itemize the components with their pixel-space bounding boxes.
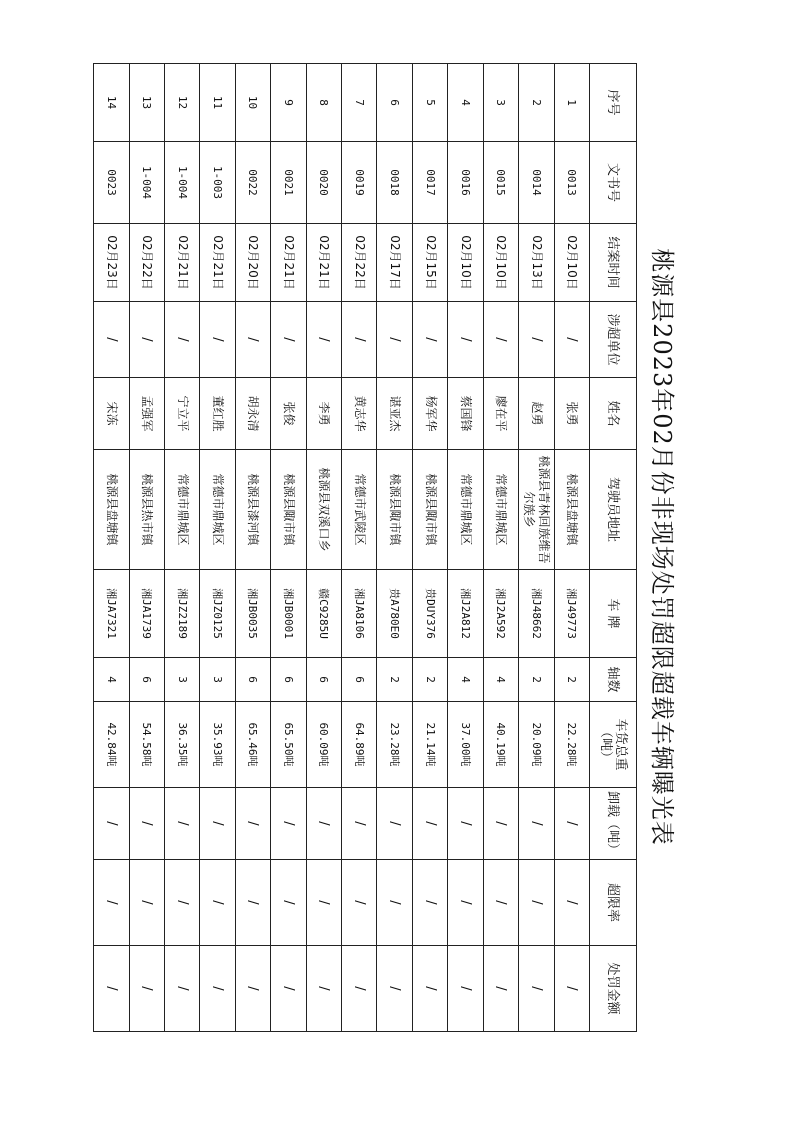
cell-unit: / [554,302,589,378]
col-header-axles: 轴数 [590,658,637,702]
cell-index: 3 [483,64,518,142]
cell-unload: / [129,788,164,860]
col-header-overload-rate: 超限率 [590,860,637,946]
cell-unit: / [483,302,518,378]
cell-index: 14 [94,64,130,142]
cell-fine: / [271,946,306,1032]
cell-doc-no: 0021 [271,142,306,224]
cell-plate: 湘J2A592 [483,570,518,658]
cell-gross-weight: 40.19吨 [483,702,518,788]
col-header-gross-weight: 车货总重（吨） [590,702,637,788]
cell-fine: / [200,946,235,1032]
cell-address: 桃源县陬市镇 [377,450,412,570]
cell-name: 赵勇 [519,378,554,450]
cell-gross-weight: 36.35吨 [164,702,199,788]
cell-plate: 贵DUY376 [412,570,447,658]
cell-address: 桃源县青林回族维吾尔族乡 [519,450,554,570]
table-row [271,64,306,1032]
cell-axles: 6 [129,658,164,702]
cell-unload: / [554,788,589,860]
col-header-unit: 涉超单位 [590,302,637,378]
table-row [554,64,589,1032]
table-header-row [590,64,637,1032]
cell-doc-no: 0018 [377,142,412,224]
table-row [200,64,235,1032]
cell-overload-rate: / [448,860,483,946]
cell-index: 7 [342,64,377,142]
cell-doc-no: 1-004 [164,142,199,224]
cell-axles: 3 [200,658,235,702]
cell-plate: 湘J48662 [519,570,554,658]
cell-index: 5 [412,64,447,142]
cell-close-date: 02月22日 [342,224,377,302]
table-row [483,64,518,1032]
cell-unit: / [448,302,483,378]
cell-fine: / [519,946,554,1032]
cell-close-date: 02月10日 [448,224,483,302]
cell-address: 常德市鼎城区 [200,450,235,570]
cell-name: 宋冻 [94,378,130,450]
cell-gross-weight: 21.14吨 [412,702,447,788]
cell-axles: 2 [554,658,589,702]
cell-overload-rate: / [200,860,235,946]
cell-unit: / [129,302,164,378]
cell-plate: 湘JB0001 [271,570,306,658]
col-header-name: 姓名 [590,378,637,450]
cell-address: 常德市鼎城区 [164,450,199,570]
cell-close-date: 02月17日 [377,224,412,302]
cell-overload-rate: / [412,860,447,946]
cell-axles: 2 [519,658,554,702]
cell-name: 张勇 [554,378,589,450]
cell-gross-weight: 20.09吨 [519,702,554,788]
cell-plate: 湘J49773 [554,570,589,658]
cell-index: 1 [554,64,589,142]
cell-unit: / [94,302,130,378]
cell-overload-rate: / [483,860,518,946]
cell-index: 10 [235,64,270,142]
cell-unload: / [235,788,270,860]
cell-gross-weight: 60.09吨 [306,702,341,788]
cell-axles: 4 [94,658,130,702]
table-row [377,64,412,1032]
cell-doc-no: 0014 [519,142,554,224]
cell-close-date: 02月21日 [306,224,341,302]
cell-name: 黄志华 [342,378,377,450]
cell-plate: 湘JB0035 [235,570,270,658]
col-header-fine: 处罚金额 [590,946,637,1032]
cell-gross-weight: 64.89吨 [342,702,377,788]
cell-unit: / [271,302,306,378]
cell-overload-rate: / [129,860,164,946]
cell-axles: 2 [377,658,412,702]
col-header-close-date: 结案时间 [590,224,637,302]
cell-axles: 4 [448,658,483,702]
cell-plate: 湘JA8106 [342,570,377,658]
cell-unload: / [342,788,377,860]
cell-overload-rate: / [342,860,377,946]
table-row [235,64,270,1032]
cell-fine: / [235,946,270,1032]
col-header-index: 序号 [590,64,637,142]
cell-name: 孟强军 [129,378,164,450]
cell-doc-no: 0013 [554,142,589,224]
cell-axles: 6 [342,658,377,702]
cell-unit: / [200,302,235,378]
table-row [519,64,554,1032]
cell-address: 桃源县热市镇 [129,450,164,570]
page-title: 桃源县2023年02月份非现场处罚超限超载车辆曝光表 [648,248,677,846]
cell-unit: / [235,302,270,378]
cell-plate: 湘JZ0125 [200,570,235,658]
cell-overload-rate: / [164,860,199,946]
cell-fine: / [129,946,164,1032]
cell-gross-weight: 54.58吨 [129,702,164,788]
cell-address: 桃源县盘塘镇 [554,450,589,570]
cell-doc-no: 0016 [448,142,483,224]
cell-unload: / [483,788,518,860]
cell-address: 桃源县陬市镇 [412,450,447,570]
cell-axles: 6 [235,658,270,702]
cell-overload-rate: / [519,860,554,946]
cell-fine: / [342,946,377,1032]
cell-doc-no: 1-004 [129,142,164,224]
cell-plate: 湘J2A812 [448,570,483,658]
cell-unload: / [164,788,199,860]
cell-gross-weight: 37.00吨 [448,702,483,788]
cell-unload: / [94,788,130,860]
cell-close-date: 02月21日 [164,224,199,302]
cell-name: 杨军华 [412,378,447,450]
cell-index: 13 [129,64,164,142]
cell-axles: 6 [306,658,341,702]
table-row [129,64,164,1032]
cell-plate: 湘JZ2189 [164,570,199,658]
table-row [412,64,447,1032]
cell-name: 蔡国锋 [448,378,483,450]
cell-doc-no: 0022 [235,142,270,224]
cell-overload-rate: / [377,860,412,946]
col-header-unload: 卸载（吨） [590,788,637,860]
cell-unload: / [271,788,306,860]
cell-plate: 湘JA1739 [129,570,164,658]
cell-fine: / [448,946,483,1032]
cell-plate: 贵A780E0 [377,570,412,658]
cell-unit: / [519,302,554,378]
cell-plate: 赣C9285U [306,570,341,658]
cell-doc-no: 0023 [94,142,130,224]
cell-unload: / [519,788,554,860]
cell-close-date: 02月21日 [271,224,306,302]
cell-unload: / [448,788,483,860]
exposure-table [93,63,637,1032]
cell-overload-rate: / [554,860,589,946]
cell-close-date: 02月15日 [412,224,447,302]
cell-index: 9 [271,64,306,142]
cell-overload-rate: / [94,860,130,946]
cell-doc-no: 1-003 [200,142,235,224]
cell-unit: / [377,302,412,378]
cell-axles: 4 [483,658,518,702]
col-header-doc-no: 文书号 [590,142,637,224]
cell-unit: / [306,302,341,378]
cell-fine: / [164,946,199,1032]
cell-doc-no: 0015 [483,142,518,224]
cell-close-date: 02月20日 [235,224,270,302]
cell-fine: / [377,946,412,1032]
cell-address: 桃源县陬市镇 [271,450,306,570]
cell-address: 常德市鼎城区 [448,450,483,570]
cell-name: 李勇 [306,378,341,450]
cell-name: 张俊 [271,378,306,450]
rotated-page [93,63,693,1031]
cell-fine: / [412,946,447,1032]
cell-index: 11 [200,64,235,142]
cell-gross-weight: 65.50吨 [271,702,306,788]
cell-fine: / [554,946,589,1032]
cell-fine: / [94,946,130,1032]
cell-name: 宁立平 [164,378,199,450]
cell-index: 2 [519,64,554,142]
cell-gross-weight: 35.93吨 [200,702,235,788]
cell-name: 谌亚杰 [377,378,412,450]
cell-unload: / [377,788,412,860]
cell-name: 胡永清 [235,378,270,450]
cell-index: 4 [448,64,483,142]
cell-name: 廖在平 [483,378,518,450]
table-row [164,64,199,1032]
cell-axles: 6 [271,658,306,702]
cell-gross-weight: 22.28吨 [554,702,589,788]
cell-overload-rate: / [235,860,270,946]
cell-unload: / [200,788,235,860]
cell-unit: / [164,302,199,378]
cell-overload-rate: / [306,860,341,946]
col-header-plate: 车 牌 [590,570,637,658]
cell-doc-no: 0020 [306,142,341,224]
cell-fine: / [306,946,341,1032]
cell-close-date: 02月23日 [94,224,130,302]
cell-unload: / [306,788,341,860]
cell-unload: / [412,788,447,860]
cell-close-date: 02月13日 [519,224,554,302]
cell-close-date: 02月10日 [554,224,589,302]
cell-doc-no: 0019 [342,142,377,224]
cell-fine: / [483,946,518,1032]
cell-name: 董红胜 [200,378,235,450]
cell-address: 桃源县双溪口乡 [306,450,341,570]
cell-overload-rate: / [271,860,306,946]
table-row [94,64,130,1032]
cell-gross-weight: 42.84吨 [94,702,130,788]
cell-axles: 3 [164,658,199,702]
cell-close-date: 02月10日 [483,224,518,302]
table-row [448,64,483,1032]
col-header-address: 驾驶员地址 [590,450,637,570]
table-row [342,64,377,1032]
cell-address: 常德市鼎城区 [483,450,518,570]
cell-address: 桃源县漆河镇 [235,450,270,570]
cell-close-date: 02月21日 [200,224,235,302]
cell-index: 8 [306,64,341,142]
cell-gross-weight: 65.46吨 [235,702,270,788]
table-row [306,64,341,1032]
cell-close-date: 02月22日 [129,224,164,302]
cell-doc-no: 0017 [412,142,447,224]
cell-axles: 2 [412,658,447,702]
cell-address: 桃源县盘塘镇 [94,450,130,570]
cell-index: 12 [164,64,199,142]
cell-index: 6 [377,64,412,142]
cell-unit: / [412,302,447,378]
cell-plate: 湘JA7321 [94,570,130,658]
cell-address: 常德市武陵区 [342,450,377,570]
cell-gross-weight: 23.28吨 [377,702,412,788]
cell-unit: / [342,302,377,378]
